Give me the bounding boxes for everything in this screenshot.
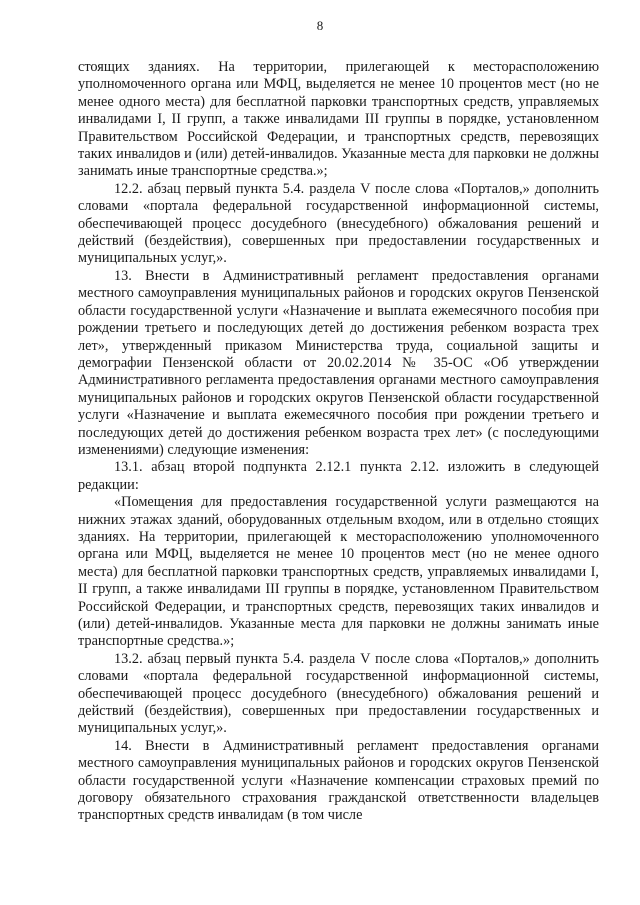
paragraph-14: 14. Внести в Административный регламент предоставления органами местного самоуправления муниципальных районов и городских округов Пензенской области государственной услуги «Назначение компенсации страховых премий по договору обязательного страхования гражданской ответственности владельцев транспортных средств инвалидам (в том числе bbox=[78, 737, 599, 824]
paragraph-12-2: 12.2. абзац первый пункта 5.4. раздела V после слова «Порталов,» дополнить словами «портала федеральной государственной информационной системы, обеспечивающей процесс досудебного (внесудебного) обжалования решений и действий (бездействия), совершенных при предоставлении государственных и муниципальных услуг,». bbox=[78, 180, 599, 267]
paragraph-13: 13. Внести в Административный регламент предоставления органами местного самоуправления муниципальных районов и городских округов Пензенской области государственной услуги «Назначение и выплата ежемесячного пособия при рождении третьего и последующих детей до достижения ребенком возраста трех лет», утвержденный приказом Министерства труда, социальной защиты и демографии Пензенской области от 20.02.2014 № 35-ОС «Об утверждении Административного регламента предоставления органами местного самоуправления муниципальных районов и городских округов Пензенской области государственной услуги «Назначение и выплата ежемесячного пособия при рождении третьего и последующих детей до достижения ребенком возраста трех лет» (с последующими изменениями) следующие изменения: bbox=[78, 267, 599, 458]
paragraph-13-1: 13.1. абзац второй подпункта 2.12.1 пункта 2.12. изложить в следующей редакции: bbox=[78, 459, 599, 493]
page-number: 8 bbox=[316, 18, 324, 33]
document-body bbox=[78, 59, 599, 825]
paragraph-continuation: стоящих зданиях. На территории, прилегающей к месторасположению уполномоченного органа или МФЦ, выделяется не менее 10 процентов мест (но не менее одного места) для бесплатной парковки транспортных средств, управляемых инвалидами I, II групп, а также инвалидами III группы в порядке, установленном Правительством Российской Федерации, и транспортных средств, перевозящих таких инвалидов и (или) детей-инвалидов. Указанные места для парковки не должны занимать иные транспортные средства.»; bbox=[78, 59, 599, 180]
paragraph-13-2: 13.2. абзац первый пункта 5.4. раздела V после слова «Порталов,» дополнить словами «портала федеральной государственной информационной системы, обеспечивающей процесс досудебного (внесудебного) обжалования решений и действий (бездействия), совершенных при предоставлении государственных и муниципальных услуг,». bbox=[78, 650, 599, 737]
paragraph-quote: «Помещения для предоставления государственной услуги размещаются на нижних этажах зданий, оборудованных отдельным входом, или в отдельно стоящих зданиях. На территории, прилегающей к месторасположению уполномоченного органа или МФЦ, выделяется не менее 10 процентов мест (но не менее одного места) для бесплатной парковки транспортных средств, управляемых инвалидами I, II групп, а также инвалидами III группы в порядке, установленном Правительством Российской Федерации, и транспортных средств, перевозящих таких инвалидов и (или) детей-инвалидов. Указанные места для парковки не должны занимать иные транспортные средства.»; bbox=[78, 494, 599, 650]
